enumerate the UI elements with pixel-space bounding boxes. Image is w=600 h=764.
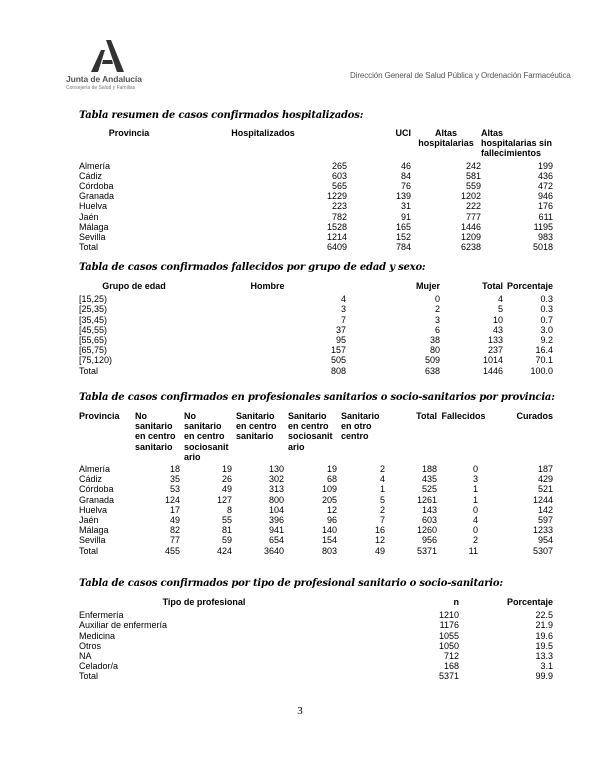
table-cell: Huelva — [79, 504, 108, 515]
table-cell: 3 — [340, 304, 346, 315]
table-cell: 777 — [465, 211, 481, 222]
table-header-row — [79, 411, 553, 464]
table-cell: 77 — [169, 535, 180, 546]
table-cell: [45,55) — [79, 324, 108, 335]
table-cell: [35,45) — [79, 314, 108, 325]
table-cell: 5371 — [438, 671, 459, 682]
table-cell: Total — [79, 365, 99, 376]
table-cell: Huelva — [79, 201, 108, 212]
table-cell: 5371 — [416, 545, 437, 556]
table-cell: 109 — [321, 484, 337, 495]
table-cell: 49 — [169, 515, 180, 526]
hospitalized-table — [79, 128, 553, 252]
table-cell: 143 — [421, 504, 437, 515]
table-cell: 5307 — [532, 545, 553, 556]
table3-title: Tabla de casos confirmados en profesionales sanitarios o socio-sanitarios por provincia: — [79, 392, 555, 403]
table-cell: 0 — [472, 504, 478, 515]
table-cell: 1176 — [439, 620, 459, 631]
table-header-row — [79, 128, 553, 161]
table-row — [79, 242, 553, 252]
table-row — [79, 474, 553, 484]
table-cell: 68 — [326, 474, 337, 485]
table-cell: 95 — [335, 335, 346, 346]
column-header: Tipo de profesional — [162, 597, 246, 607]
table-row — [79, 355, 553, 365]
table-row — [79, 535, 553, 545]
table-cell: 1 — [379, 484, 385, 495]
table-cell: 946 — [537, 191, 553, 202]
column-header: Grupo de edad — [102, 281, 166, 291]
table-cell: 142 — [537, 504, 553, 515]
table-cell: 176 — [537, 201, 553, 212]
table-cell: 611 — [538, 211, 553, 222]
table-cell: 188 — [421, 464, 437, 475]
table-row — [79, 484, 553, 494]
table-cell: Granada — [79, 494, 115, 505]
table-cell: Cádiz — [79, 170, 103, 181]
table-cell: 429 — [537, 474, 553, 485]
table-cell: 1210 — [438, 610, 459, 621]
table-row — [79, 505, 553, 515]
column-header: No sanitario en centro sociosanit ario — [184, 411, 229, 462]
table-cell: 9.2 — [540, 335, 553, 346]
professional-type-table — [79, 597, 553, 682]
table-cell: 55 — [221, 515, 232, 526]
table-cell: Almería — [79, 160, 111, 171]
table-cell: 2 — [379, 504, 385, 515]
table-cell: 140 — [321, 525, 337, 536]
table-cell: 84 — [400, 170, 411, 181]
table-cell: Málaga — [79, 525, 109, 536]
table-row — [79, 464, 553, 474]
table-cell: 1 — [472, 494, 478, 505]
table-cell: 1446 — [460, 221, 481, 232]
table-cell: 6 — [434, 324, 440, 335]
table-cell: 525 — [421, 484, 437, 495]
table-row — [79, 212, 553, 222]
table-cell: 1014 — [482, 355, 503, 366]
page-number: 3 — [297, 705, 303, 717]
table-cell: 1446 — [482, 365, 503, 376]
table-cell: 313 — [268, 484, 284, 495]
table-cell: 53 — [169, 484, 180, 495]
table-cell: 0 — [434, 294, 440, 305]
column-header: Total — [416, 411, 437, 421]
table-cell: 237 — [487, 345, 503, 356]
table-cell: 521 — [537, 484, 553, 495]
org-sub: Consejería de Salud y Familias — [66, 85, 136, 91]
column-header: Hospitalizados — [231, 128, 295, 138]
table-cell: Málaga — [79, 221, 109, 232]
table-cell: 22.5 — [535, 610, 553, 621]
table-cell: 983 — [537, 232, 553, 243]
table-cell: 782 — [331, 211, 347, 222]
table-cell: 0 — [472, 525, 478, 536]
table-cell: 5 — [379, 494, 385, 505]
table-cell: 803 — [321, 545, 337, 556]
table-cell: 436 — [537, 170, 553, 181]
table-cell: 127 — [216, 494, 232, 505]
table-row — [79, 631, 553, 641]
table-row — [79, 525, 553, 535]
table-cell: 2 — [434, 304, 440, 315]
column-header: Sanitario en centro sociosanit ario — [288, 411, 333, 452]
table-cell: 199 — [537, 160, 553, 171]
table2-title: Tabla de casos confirmados fallecidos por grupo de edad y sexo: — [79, 262, 426, 273]
table-cell: 43 — [492, 324, 503, 335]
table-cell: 3 — [434, 314, 440, 325]
table-cell: Almería — [79, 464, 111, 475]
table-row — [79, 620, 553, 630]
table-cell: Jaén — [79, 211, 99, 222]
table-row — [79, 304, 553, 314]
table-cell: 104 — [268, 504, 284, 515]
professionals-province-table — [79, 411, 553, 556]
table-cell: 154 — [321, 535, 337, 546]
page-header — [0, 0, 600, 100]
column-header: Porcentaje — [506, 597, 553, 607]
table-cell: 165 — [395, 221, 411, 232]
table-cell: 1214 — [326, 232, 347, 243]
table-row — [79, 546, 553, 556]
table-cell: [65,75) — [79, 345, 108, 356]
table-cell: 80 — [429, 345, 440, 356]
table-cell: 265 — [331, 160, 347, 171]
column-header: Altas hospitalarias sin fallecimientos — [481, 128, 553, 159]
table-cell: 941 — [268, 525, 284, 536]
table-cell: Córdoba — [79, 181, 114, 192]
table-row — [79, 232, 553, 242]
table-cell: 3.1 — [540, 661, 553, 672]
table-cell: 654 — [268, 535, 284, 546]
table-cell: Sevilla — [79, 232, 106, 243]
table-cell: 424 — [216, 545, 232, 556]
table-cell: 0.3 — [540, 304, 553, 315]
table-cell: 19.6 — [535, 630, 553, 641]
table-row — [79, 201, 553, 211]
table-cell: 100.0 — [530, 365, 553, 376]
table-cell: NA — [79, 651, 92, 662]
table-row — [79, 661, 553, 671]
table-cell: 12 — [374, 535, 385, 546]
table-cell: 223 — [331, 201, 347, 212]
table-cell: 17 — [169, 504, 180, 515]
table-cell: 99.9 — [535, 671, 553, 682]
table-cell: 18 — [169, 464, 180, 475]
table-cell: 4 — [340, 294, 346, 305]
table-cell: 1233 — [532, 525, 553, 536]
table4-title: Tabla de casos confirmados por tipo de profesional sanitario o socio-sanitario: — [79, 578, 503, 589]
table-cell: 505 — [330, 355, 346, 366]
table-cell: 603 — [331, 170, 347, 181]
table-cell: 16 — [374, 525, 385, 536]
table-cell: 11 — [468, 545, 478, 556]
column-header: Provincia — [108, 128, 150, 138]
table-cell: 7 — [340, 314, 346, 325]
table-cell: 1209 — [460, 232, 481, 243]
table-cell: Auxiliar de enfermería — [79, 620, 168, 631]
table-cell: Jaén — [79, 515, 99, 526]
column-header: UCI — [395, 128, 411, 138]
table-cell: 222 — [465, 201, 481, 212]
table-row — [79, 641, 553, 651]
table-cell: [25,35) — [79, 304, 108, 315]
table-cell: 133 — [487, 335, 503, 346]
table-cell: 35 — [169, 474, 180, 485]
junta-a-logo-icon — [88, 40, 124, 72]
table-cell: 49 — [221, 484, 232, 495]
table-cell: 509 — [424, 355, 440, 366]
column-header: n — [453, 597, 459, 607]
table-cell: 187 — [537, 464, 553, 475]
table-cell: 13.3 — [535, 651, 553, 662]
table-row — [79, 366, 553, 376]
table-cell: Córdoba — [79, 484, 114, 495]
table-cell: 1260 — [416, 525, 437, 536]
table-cell: 96 — [326, 515, 337, 526]
table-header-row — [79, 281, 553, 294]
table-cell: 76 — [400, 181, 411, 192]
table-cell: 12 — [326, 504, 337, 515]
table-cell: [15,25) — [79, 294, 108, 305]
table-cell: 784 — [395, 242, 411, 253]
table-row — [79, 610, 553, 620]
table-cell: 0.3 — [540, 294, 553, 305]
table-row — [79, 181, 553, 191]
table-cell: 559 — [465, 181, 481, 192]
table-cell: 139 — [395, 191, 411, 202]
table-cell: Total — [79, 671, 99, 682]
table-cell: 712 — [443, 651, 459, 662]
table-cell: 4 — [379, 474, 385, 485]
table-row — [79, 315, 553, 325]
table-row — [79, 651, 553, 661]
column-header: Sanitario en centro sanitario — [236, 411, 277, 442]
table-cell: Otros — [79, 640, 102, 651]
table-cell: Enfermería — [79, 610, 124, 621]
table-cell: Celador/a — [79, 661, 119, 672]
table-row — [79, 671, 553, 681]
table-cell: 1055 — [438, 630, 459, 641]
table-cell: 26 — [221, 474, 232, 485]
table-cell: 157 — [330, 345, 346, 356]
table-row — [79, 495, 553, 505]
table-row — [79, 515, 553, 525]
deceased-age-table — [79, 281, 553, 376]
table-cell: 242 — [465, 160, 481, 171]
table-cell: 130 — [268, 464, 284, 475]
table-cell: 1 — [472, 484, 478, 495]
table-cell: 31 — [400, 201, 411, 212]
table-row — [79, 191, 553, 201]
table-cell: 565 — [331, 181, 347, 192]
table-cell: 5 — [497, 304, 503, 315]
table-cell: 205 — [321, 494, 337, 505]
table-cell: 4 — [472, 515, 478, 526]
table-cell: 19.5 — [535, 640, 553, 651]
table-cell: Cádiz — [79, 474, 103, 485]
table-cell: 1202 — [460, 191, 481, 202]
table-cell: 6238 — [460, 242, 481, 253]
table-cell: 603 — [421, 515, 437, 526]
table-cell: 954 — [537, 535, 553, 546]
table-cell: 3.0 — [540, 324, 553, 335]
table-cell: 1229 — [326, 191, 347, 202]
table-cell: 5018 — [532, 242, 553, 253]
table-cell: 3 — [472, 474, 478, 485]
table-cell: 46 — [400, 160, 411, 171]
column-header: No sanitario en centro sanitario — [135, 411, 176, 452]
table-row — [79, 294, 553, 304]
column-header: Porcentaje — [506, 281, 553, 291]
table-cell: 800 — [268, 494, 284, 505]
table-cell: 302 — [268, 474, 284, 485]
table-cell: 638 — [424, 365, 440, 376]
table-row — [79, 171, 553, 181]
table-cell: 16.4 — [535, 345, 553, 356]
table-row — [79, 222, 553, 232]
table-cell: 1244 — [532, 494, 553, 505]
table-cell: 455 — [164, 545, 180, 556]
table-row — [79, 345, 553, 355]
table-row — [79, 325, 553, 335]
table-cell: 435 — [421, 474, 437, 485]
table-cell: 0 — [472, 464, 478, 475]
table-cell: 1195 — [533, 221, 553, 232]
table-cell: 581 — [465, 170, 481, 181]
table-cell: 168 — [443, 661, 459, 672]
column-header: Provincia — [79, 411, 120, 421]
table-cell: 49 — [374, 545, 385, 556]
table-cell: 6409 — [326, 242, 347, 253]
column-header: Altas hospitalarias — [418, 128, 474, 149]
table-cell: 1050 — [438, 640, 459, 651]
table-cell: 19 — [326, 464, 337, 475]
table-cell: 37 — [335, 324, 346, 335]
table-cell: 82 — [169, 525, 180, 536]
table-cell: Total — [79, 242, 99, 253]
table-cell: Medicina — [79, 630, 116, 641]
table-cell: 1528 — [326, 221, 347, 232]
table-cell: Total — [79, 545, 99, 556]
table-cell: Granada — [79, 191, 115, 202]
table-cell: 472 — [537, 181, 553, 192]
table-cell: 81 — [221, 525, 232, 536]
table-header-row — [79, 597, 553, 610]
table-cell: 70.1 — [535, 355, 553, 366]
column-header: Total — [482, 281, 503, 291]
table-cell: 8 — [226, 504, 232, 515]
directorate-title: Dirección General de Salud Pública y Ordenación Farmacéutica — [350, 71, 571, 80]
table-cell: 956 — [421, 535, 437, 546]
table-cell: 597 — [537, 515, 553, 526]
org-name: Junta de Andalucía — [66, 74, 142, 84]
table-cell: 91 — [400, 211, 411, 222]
table-cell: 152 — [395, 232, 411, 243]
table-row — [79, 335, 553, 345]
table-cell: Sevilla — [79, 535, 106, 546]
table-row — [79, 161, 553, 171]
table-cell: 808 — [330, 365, 346, 376]
column-header: Hombre — [250, 281, 285, 291]
table-cell: 38 — [429, 335, 440, 346]
table-cell: 19 — [221, 464, 232, 475]
table-cell: 21.9 — [535, 620, 553, 631]
table-cell: 7 — [379, 515, 385, 526]
table-cell: [75,120) — [79, 355, 113, 366]
column-header: Curados — [516, 411, 553, 421]
table-cell: 10 — [492, 314, 503, 325]
junta-logo — [66, 40, 156, 91]
table-cell: 4 — [497, 294, 503, 305]
table-cell: 1261 — [416, 494, 437, 505]
table-cell: 59 — [221, 535, 232, 546]
table-cell: [55,65) — [79, 335, 108, 346]
column-header: Fallecidos — [441, 411, 486, 421]
column-header: Sanitario en otro centro — [341, 411, 380, 442]
table-cell: 2 — [472, 535, 478, 546]
table-cell: 0.7 — [540, 314, 553, 325]
table1-title: Tabla resumen de casos confirmados hospitalizados: — [79, 110, 364, 121]
table-cell: 3640 — [263, 545, 284, 556]
table-cell: 124 — [164, 494, 180, 505]
column-header: Mujer — [415, 281, 440, 291]
table-cell: 2 — [379, 464, 385, 475]
table-cell: 396 — [268, 515, 284, 526]
